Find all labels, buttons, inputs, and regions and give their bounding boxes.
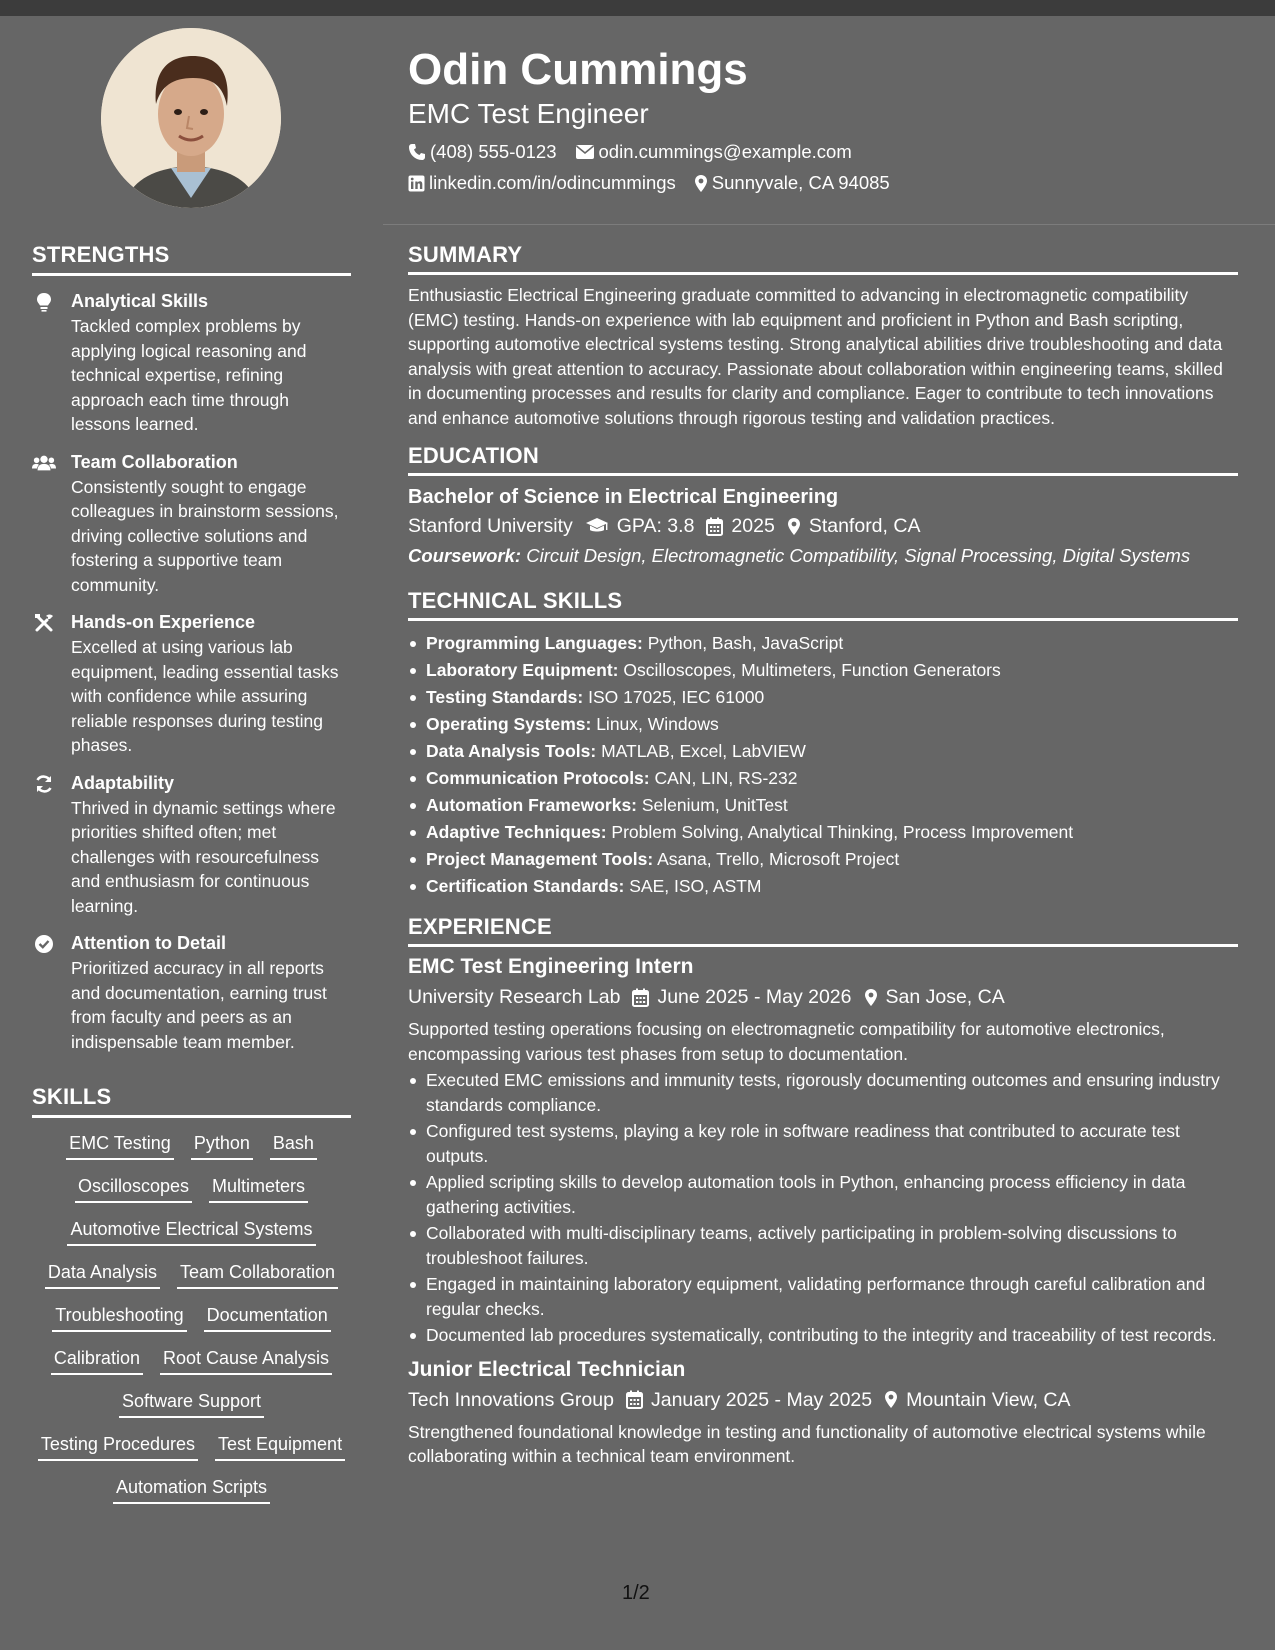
- job-dates: [632, 983, 851, 1011]
- gpa-text: GPA: 3.8: [616, 515, 695, 537]
- job-title: Junior Electrical Technician: [408, 1357, 686, 1381]
- experience-heading: EXPERIENCE: [408, 914, 1238, 947]
- skill-values: CAN, LIN, RS-232: [654, 768, 798, 788]
- skill-category: Certification Standards:: [426, 876, 625, 896]
- skill-category: Operating Systems:: [426, 714, 592, 734]
- map-marker-icon: [787, 517, 801, 536]
- skill-tag: Team Collaboration: [177, 1259, 338, 1289]
- envelope-icon: [575, 144, 595, 160]
- year-text: 2025: [731, 515, 775, 537]
- job-meta: [408, 983, 1238, 1011]
- job-org-text: Tech Innovations Group: [408, 1388, 614, 1411]
- page-number: 1/2: [622, 1582, 650, 1604]
- skill-values: SAE, ISO, ASTM: [629, 876, 762, 896]
- sync-icon: [32, 773, 56, 795]
- technical-skills-list: [408, 630, 1238, 900]
- strength-description: Tackled complex problems by applying logical reasoning and technical expertise, refining approach each time through lessons learned.: [71, 316, 307, 434]
- linkedin-icon: [408, 175, 425, 192]
- strength-item: [32, 932, 351, 1054]
- skill-category: Programming Languages:: [426, 633, 643, 653]
- strength-item: [32, 772, 351, 919]
- list-item: [408, 684, 1238, 711]
- lightbulb-icon: [32, 291, 56, 313]
- job-location: [884, 1386, 1070, 1414]
- strength-title: Attention to Detail: [71, 933, 226, 953]
- skill-tag: Calibration: [51, 1345, 143, 1375]
- skill-tag: Test Equipment: [215, 1431, 345, 1461]
- summary-text: Enthusiastic Electrical Engineering graduate committed to advancing in electromagnetic compatibility (EMC) testing. Hands-on experience with lab equipment and proficient in Python and Bash scripting, supporting automotive electrical systems testing. Strong analytical abilities drive troubleshooting and data analysis with great attention to accuracy. Passionate about collaboration within engineering teams, skilled in documenting processes and results for clarity and compliance. Eager to contribute to tech innovations and enhance automotive solutions through rigorous testing and validation practices.: [408, 285, 1223, 428]
- education-meta: [408, 512, 1238, 540]
- strength-item: [32, 611, 351, 758]
- skill-values: Problem Solving, Analytical Thinking, Process Improvement: [611, 822, 1074, 842]
- skill-tag: Software Support: [119, 1388, 264, 1418]
- strengths-section: [32, 242, 351, 1054]
- education-location-text: Stanford, CA: [808, 515, 921, 537]
- job-location-text: Mountain View, CA: [906, 1388, 1071, 1411]
- map-marker-icon: [864, 988, 878, 1007]
- phone-icon: [408, 143, 426, 161]
- gpa-item: [585, 512, 695, 540]
- coursework: [408, 543, 1238, 568]
- strength-description: Consistently sought to engage colleagues in brainstorm sessions, driving collective solutions and fostering a supportive team community.: [71, 476, 339, 595]
- window-top-bar: [0, 0, 1275, 16]
- education-location: [787, 512, 921, 540]
- list-item: [408, 792, 1238, 819]
- skill-tag: Data Analysis: [45, 1259, 160, 1289]
- job-dates-text: June 2025 - May 2026: [657, 986, 852, 1008]
- job-location-text: San Jose, CA: [885, 986, 1005, 1008]
- skill-tag: Oscilloscopes: [75, 1173, 192, 1203]
- list-item: Executed EMC emissions and immunity tests, rigorously documenting outcomes and ensuring industry standards compliance.: [408, 1068, 1238, 1117]
- list-item: [408, 657, 1238, 684]
- list-item: [408, 711, 1238, 738]
- right-column: [408, 242, 1238, 1469]
- map-marker-icon: [884, 1390, 898, 1409]
- strength-description: Prioritized accuracy in all reports and documentation, earning trust from faculty and peers as an indispensable team member.: [71, 958, 327, 1052]
- skill-tag: Automation Scripts: [113, 1474, 270, 1504]
- skill-tag: EMC Testing: [66, 1130, 174, 1160]
- list-item: Collaborated with multi-disciplinary teams, actively participating in problem-solving discussions to troubleshoot failures.: [408, 1221, 1238, 1270]
- strength-title: Hands-on Experience: [71, 612, 256, 632]
- job-meta: [408, 1386, 1238, 1414]
- strength-title: Adaptability: [71, 772, 175, 793]
- job-location: [864, 983, 1005, 1011]
- resume-header: [408, 44, 1238, 194]
- contact-row: [408, 141, 1238, 163]
- list-item: [408, 630, 1238, 657]
- skill-category: Laboratory Equipment:: [426, 660, 619, 680]
- contact-row: [408, 172, 1238, 194]
- location-contact: [694, 172, 890, 194]
- job-entry: [408, 1356, 1238, 1469]
- coursework-label: Coursework:: [408, 545, 522, 566]
- skill-tag: Testing Procedures: [38, 1431, 198, 1461]
- skill-category: Testing Standards:: [426, 687, 584, 707]
- strength-item: [32, 290, 351, 437]
- skill-tag: Multimeters: [209, 1173, 308, 1203]
- list-item: [408, 819, 1238, 846]
- strength-title: Analytical Skills: [71, 291, 209, 311]
- strength-description: Excelled at using various lab equipment, leading essential tasks with confidence while assuring reliable responses during testing phases.: [71, 637, 339, 755]
- linkedin-contact: [408, 172, 676, 194]
- job-entry: [408, 953, 1238, 1348]
- phone-contact: [408, 141, 557, 163]
- list-item: [408, 873, 1238, 900]
- skill-tag: Automotive Electrical Systems: [67, 1216, 315, 1246]
- school-text: Stanford University: [408, 515, 573, 537]
- job-summary: Supported testing operations focusing on electromagnetic compatibility for automotive electronics, encompassing various test phases from setup to documentation.: [408, 1019, 1165, 1064]
- skill-values: Linux, Windows: [596, 714, 719, 734]
- list-item: [408, 846, 1238, 873]
- check-circle-icon: [32, 933, 56, 955]
- job-org: [408, 1386, 614, 1414]
- list-item: Applied scripting skills to develop automation tools in Python, enhancing process efficiency in data gathering activities.: [408, 1170, 1238, 1219]
- skill-category: Adaptive Techniques:: [426, 822, 607, 842]
- coursework-text: Circuit Design, Electromagnetic Compatibility, Signal Processing, Digital Systems: [526, 545, 1191, 566]
- header-divider: [383, 224, 1275, 225]
- skill-values: Python, Bash, JavaScript: [647, 633, 844, 653]
- skill-tag: Root Cause Analysis: [160, 1345, 332, 1375]
- skill-values: MATLAB, Excel, LabVIEW: [601, 741, 806, 761]
- job-summary: Strengthened foundational knowledge in testing and functionality of automotive electrical systems while collaborating within a technical team environment.: [408, 1421, 1206, 1466]
- candidate-name: Odin Cummings: [408, 45, 748, 94]
- skill-values: Selenium, UnitTest: [641, 795, 788, 815]
- list-item: Documented lab procedures systematically, contributing to the integrity and traceability of test records.: [408, 1323, 1238, 1348]
- email-contact: [575, 141, 852, 163]
- resume-page: [0, 16, 1275, 1650]
- location-text: Sunnyvale, CA 94085: [711, 172, 890, 193]
- list-item: [408, 738, 1238, 765]
- list-item: [408, 765, 1238, 792]
- summary-heading: SUMMARY: [408, 242, 1238, 275]
- year-item: [706, 512, 774, 540]
- skill-tag: Bash: [270, 1130, 317, 1160]
- calendar-icon: [626, 1390, 643, 1409]
- profile-photo: [101, 28, 281, 208]
- degree-title: Bachelor of Science in Electrical Engineering: [408, 486, 839, 508]
- job-dates: [626, 1386, 872, 1414]
- skill-category: Communication Protocols:: [426, 768, 650, 788]
- job-title: EMC Test Engineering Intern: [408, 955, 694, 978]
- job-bullets: [408, 1068, 1238, 1348]
- candidate-role: EMC Test Engineer: [408, 98, 649, 129]
- skills-heading: SKILLS: [32, 1084, 351, 1118]
- technical-skills-heading: TECHNICAL SKILLS: [408, 588, 1238, 621]
- skill-values: ISO 17025, IEC 61000: [588, 687, 765, 707]
- tools-icon: [32, 612, 56, 634]
- calendar-icon: [632, 988, 649, 1007]
- list-item: Configured test systems, playing a key role in software readiness that contributed to accurate test outputs.: [408, 1119, 1238, 1168]
- email-text: odin.cummings@example.com: [598, 141, 852, 162]
- map-marker-icon: [694, 174, 708, 193]
- skill-tag: Python: [191, 1130, 253, 1160]
- graduation-cap-icon: [585, 517, 609, 535]
- strengths-heading: STRENGTHS: [32, 242, 351, 276]
- strength-description: Thrived in dynamic settings where priorities shifted often; met challenges with resourcefulness and enthusiasm for continuous learning.: [71, 797, 336, 916]
- school-name: [408, 512, 573, 540]
- skill-tag-list: [32, 1130, 351, 1504]
- calendar-icon: [706, 517, 723, 536]
- skill-category: Automation Frameworks:: [426, 795, 637, 815]
- strength-item: [32, 451, 351, 598]
- list-item: Engaged in maintaining laboratory equipment, validating performance through careful calibration and regular checks.: [408, 1272, 1238, 1321]
- job-dates-text: January 2025 - May 2025: [650, 1388, 873, 1411]
- linkedin-text: linkedin.com/in/odincummings: [429, 172, 676, 193]
- phone-text: (408) 555-0123: [430, 141, 557, 162]
- skill-category: Data Analysis Tools:: [426, 741, 597, 761]
- strength-title: Team Collaboration: [71, 451, 238, 472]
- skill-values: Asana, Trello, Microsoft Project: [657, 849, 900, 869]
- users-icon: [32, 452, 56, 474]
- job-org: [408, 983, 620, 1011]
- job-org-text: University Research Lab: [408, 986, 621, 1008]
- skill-tag: Documentation: [204, 1302, 331, 1332]
- skill-values: Oscilloscopes, Multimeters, Function Generators: [623, 660, 1001, 680]
- skills-section: [32, 1084, 351, 1504]
- education-heading: EDUCATION: [408, 443, 1238, 476]
- skill-category: Project Management Tools:: [426, 849, 654, 869]
- skill-tag: Troubleshooting: [52, 1302, 186, 1332]
